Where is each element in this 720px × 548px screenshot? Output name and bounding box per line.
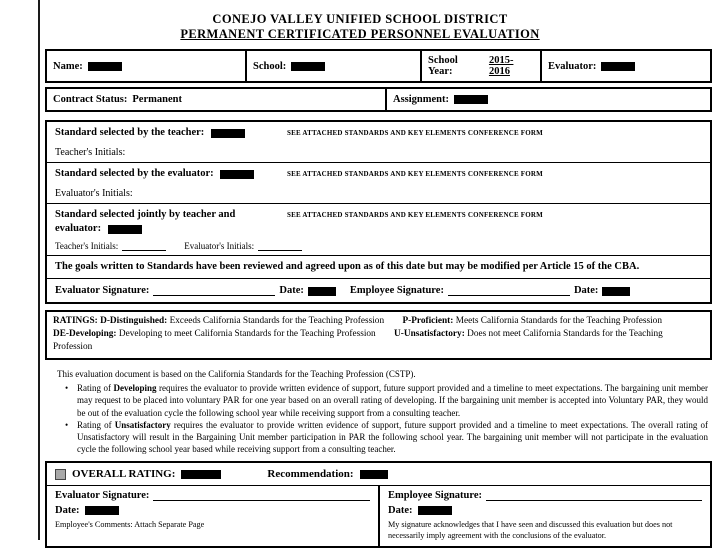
redacted-standard-joint-value (108, 225, 142, 234)
redacted-date-2 (602, 287, 630, 296)
school-year-value: 2015-2016 (488, 55, 514, 77)
date-label-2: Date: (573, 285, 599, 296)
header-row-2 (45, 87, 712, 112)
ratings-heading: RATINGS: (53, 316, 98, 326)
redacted-standard-teacher-value (211, 129, 245, 138)
employee-signature-blank (448, 286, 570, 296)
final-date-label-right: Date: (388, 505, 413, 517)
evaluator-label: Evaluator: (548, 60, 597, 72)
document-title-line2: PERMANENT CERTIFICATED PERSONNEL EVALUATION (180, 27, 540, 41)
redacted-school-value (291, 62, 325, 71)
standards-signature-row (47, 278, 710, 302)
joint-teacher-initials-blank (122, 241, 166, 251)
name-field (47, 51, 247, 81)
standards-section (45, 120, 712, 304)
see-attached-note-3: SEE ATTACHED STANDARDS AND KEY ELEMENTS CONFERENCE FORM (287, 211, 543, 219)
contract-status-field (47, 89, 387, 110)
goals-statement: The goals written to Standards have been reviewed and agreed upon as of this date but may be modified per Article 15 of the CBA. (47, 255, 710, 278)
rating-code-unsatisfactory: U-Unsatisfactory: (394, 329, 465, 339)
standard-teacher-label-wrap (55, 126, 273, 140)
evaluator-field (542, 51, 710, 81)
name-label: Name: (53, 60, 83, 72)
rating-code-proficient: P-Proficient: (402, 316, 454, 326)
school-year-label: School Year: (428, 55, 458, 77)
standard-joint-block (47, 203, 710, 255)
bullet1-term: Developing (113, 383, 157, 394)
header-row-1 (45, 49, 712, 83)
assignment-field (387, 89, 710, 110)
redacted-recommendation-value (360, 470, 388, 479)
document-title-line1: CONEJO VALLEY UNIFIED SCHOOL DISTRICT (212, 12, 508, 26)
final-employee-signature-line (388, 490, 702, 501)
evaluator-initials-label: Evaluator's Initials: (55, 188, 133, 199)
standard-joint-label: Standard selected jointly by teacher and evaluator: (55, 209, 236, 234)
teacher-initials-label: Teacher's Initials: (55, 147, 126, 158)
joint-evaluator-initials-blank (258, 241, 302, 251)
joint-evaluator-initials-label: Evaluator's Initials: (184, 241, 255, 251)
final-evaluator-date-line (55, 505, 370, 516)
bullet1-body: requires the evaluator to provide written evidence of support, future support provided and a timeline to meet expectations. The bargaining unit member may request to be placed into voluntary PAR for one year based on an overall rating of developing. If the bargaining unit member is accepted into Voluntary PAR, they would be out of the evaluation cycle the following school year while receiving support from a consulting teacher. (77, 383, 708, 418)
bullet1-prefix: Rating of (77, 383, 114, 394)
standard-evaluator-block (47, 162, 710, 203)
redacted-name-value (88, 62, 122, 71)
joint-initials-line (55, 241, 702, 251)
rating-desc-unsatisfactory: Does not meet California Standards for the Teaching Profession (53, 329, 663, 352)
rating-desc-developing: Developing to meet California Standards for the Teaching Profession (118, 329, 376, 339)
redacted-date-1 (308, 287, 336, 296)
contract-status-value: Permanent (132, 94, 182, 105)
ratings-line-2 (53, 328, 704, 354)
evaluator-signature-blank (153, 286, 275, 296)
final-employee-date-line (388, 505, 702, 516)
cstp-intro: This evaluation document is based on the California Standards for the Teaching Profession (CSTP). (57, 369, 416, 379)
see-attached-note-2: SEE ATTACHED STANDARDS AND KEY ELEMENTS CONFERENCE FORM (287, 170, 543, 178)
bullet2-prefix: Rating of (77, 419, 115, 430)
ratings-key-section (45, 310, 712, 360)
evaluator-signature-column (47, 486, 380, 546)
standard-evaluator-label: Standard selected by the evaluator: (55, 168, 214, 179)
joint-teacher-initials-label: Teacher's Initials: (55, 241, 119, 251)
final-employee-signature-blank (486, 491, 702, 501)
redacted-standard-evaluator-value (220, 170, 254, 179)
employee-signature-label: Employee Signature: (349, 285, 444, 296)
final-date-label-left: Date: (55, 505, 80, 517)
recommendation-label: Recommendation: (267, 468, 354, 481)
rating-desc-distinguished: Exceeds California Standards for the Teaching Profession (169, 316, 385, 326)
rating-code-distinguished: D-Distinguished: (100, 316, 168, 326)
cstp-bullet-unsatisfactory-text (77, 419, 708, 456)
redacted-final-date-right (418, 506, 452, 515)
final-evaluator-signature-label: Evaluator Signature: (55, 490, 150, 502)
final-employee-signature-label: Employee Signature: (388, 490, 483, 502)
signature-columns (47, 486, 710, 546)
bullet2-term: Unsatisfactory (114, 419, 171, 430)
final-evaluator-signature-line (55, 490, 370, 501)
standard-joint-label-wrap (55, 208, 273, 236)
employee-comments-note: Employee's Comments: Attach Separate Page (55, 520, 205, 530)
overall-rating-section (45, 461, 712, 548)
cstp-section (45, 366, 712, 455)
see-attached-note-1: SEE ATTACHED STANDARDS AND KEY ELEMENTS CONFERENCE FORM (287, 129, 543, 137)
standard-teacher-label: Standard selected by the teacher: (55, 127, 205, 138)
date-label-1: Date: (279, 285, 304, 296)
final-evaluator-signature-blank (153, 491, 370, 501)
assignment-label: Assignment: (393, 94, 450, 105)
evaluator-signature-label: Evaluator Signature: (55, 285, 150, 296)
standard-evaluator-label-wrap (55, 167, 273, 181)
redacted-overall-rating-value (181, 470, 221, 479)
school-year-field (422, 51, 542, 81)
overall-rating-label: OVERALL RATING: (72, 468, 176, 481)
cstp-bullet-developing (57, 382, 708, 419)
rating-code-developing: DE-Developing: (53, 329, 117, 339)
signature-acknowledgement-note: My signature acknowledges that I have seen and discussed this evaluation but does not necessarily imply agreement with the conclusions of the evaluator. (388, 520, 673, 540)
ratings-line-1 (53, 315, 704, 328)
redacted-assignment-value (454, 95, 488, 104)
school-field (247, 51, 422, 81)
contract-status-label: Contract Status: (53, 94, 128, 105)
redacted-final-date-left (85, 506, 119, 515)
cstp-bullets (57, 382, 708, 455)
cstp-bullet-unsatisfactory (57, 419, 708, 456)
form-content (45, 49, 712, 548)
bullet2-body: requires the evaluator to provide written evidence of support, future support provided and a timeline to meet expectations. The overall rating of Unsatisfactory will result in the Bargaining Unit member participation in PAR the following school year. The bargaining unit member will not participate in the evaluation cycle the following school year based while receiving support from a consulting teacher. (77, 419, 708, 455)
rating-desc-proficient: Meets California Standards for the Teaching Profession (455, 316, 662, 326)
redacted-evaluator-value (601, 62, 635, 71)
school-label: School: (253, 60, 287, 72)
overall-rating-checkbox[interactable] (55, 469, 66, 480)
standard-teacher-block (47, 122, 710, 162)
overall-rating-row (47, 463, 710, 486)
cstp-bullet-developing-text (77, 382, 708, 419)
employee-signature-column (380, 486, 710, 546)
